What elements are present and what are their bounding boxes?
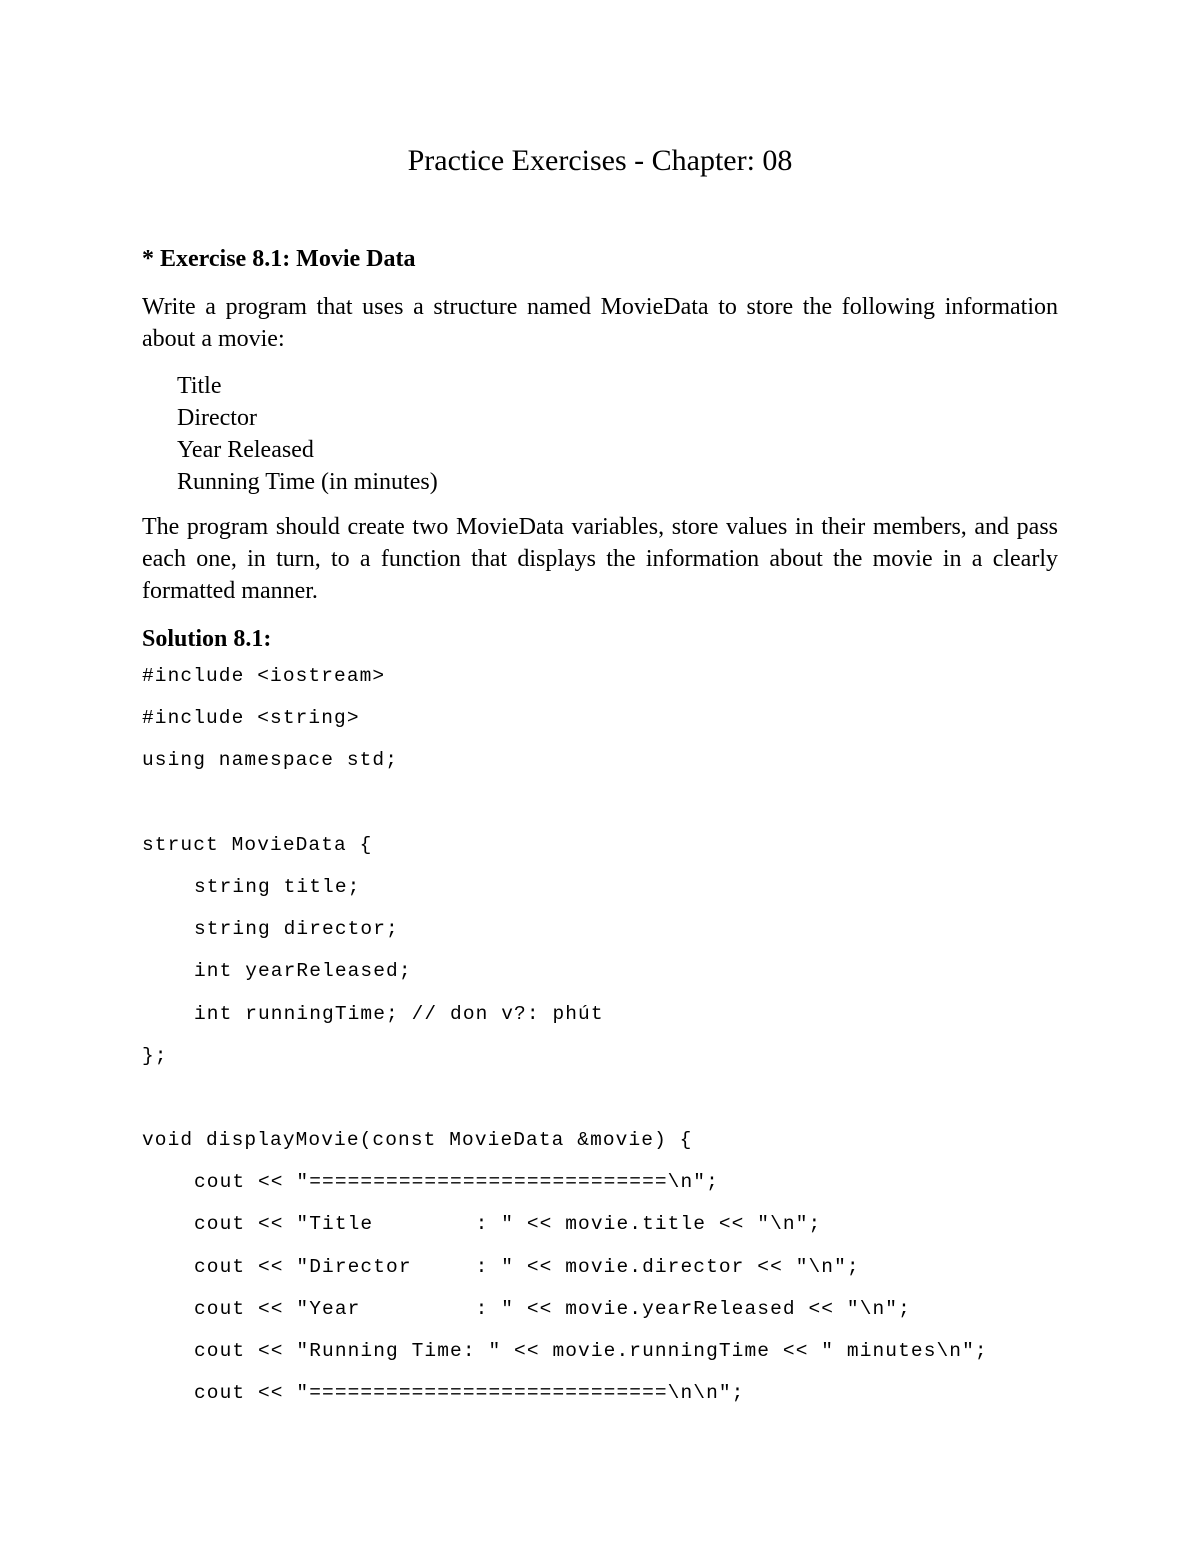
field-item: Year Released xyxy=(177,437,314,463)
field-item: Title xyxy=(177,373,222,399)
code-line xyxy=(142,782,988,824)
exercise-intro: Write a program that uses a structure named MovieData to store the following information about a movie: xyxy=(142,294,1058,352)
code-block xyxy=(142,655,988,1414)
code-line: string director; xyxy=(194,918,399,941)
code-line: int runningTime; // don v?: phút xyxy=(194,1002,604,1025)
code-line: cout << "============================\n\n"; xyxy=(194,1382,745,1405)
code-line: cout << "Running Time: " << movie.runningTime << " minutes\n"; xyxy=(194,1340,988,1362)
code-line: cout << "============================\n"; xyxy=(194,1171,719,1194)
code-line: #include <iostream> xyxy=(142,665,386,687)
field-item: Director xyxy=(177,405,257,431)
code-line: #include <string> xyxy=(142,707,360,730)
page-title: Practice Exercises - Chapter: 08 xyxy=(407,144,793,177)
exercise-description: The program should create two MovieData variables, store values in their members, and pass each one, in turn, to a function that displays the information about the movie in a clearly formatted manner. xyxy=(142,514,1058,604)
code-line: cout << "Director : " << movie.director << "\n"; xyxy=(194,1255,860,1278)
field-item: Running Time (in minutes) xyxy=(177,469,438,495)
field-list xyxy=(177,370,438,498)
solution-heading: Solution 8.1: xyxy=(142,626,272,652)
exercise-heading: * Exercise 8.1: Movie Data xyxy=(142,246,416,272)
code-line: cout << "Title : " << movie.title << "\n"; xyxy=(194,1213,822,1236)
code-line: void displayMovie(const MovieData &movie) { xyxy=(142,1129,693,1152)
code-line: int yearReleased; xyxy=(194,960,412,983)
code-line: using namespace std; xyxy=(142,749,399,772)
code-line: cout << "Year : " << movie.yearReleased << "\n"; xyxy=(194,1297,911,1320)
code-line xyxy=(142,1077,988,1119)
code-line: }; xyxy=(142,1044,168,1067)
code-line: struct MovieData { xyxy=(142,833,373,856)
code-line: string title; xyxy=(194,875,361,898)
